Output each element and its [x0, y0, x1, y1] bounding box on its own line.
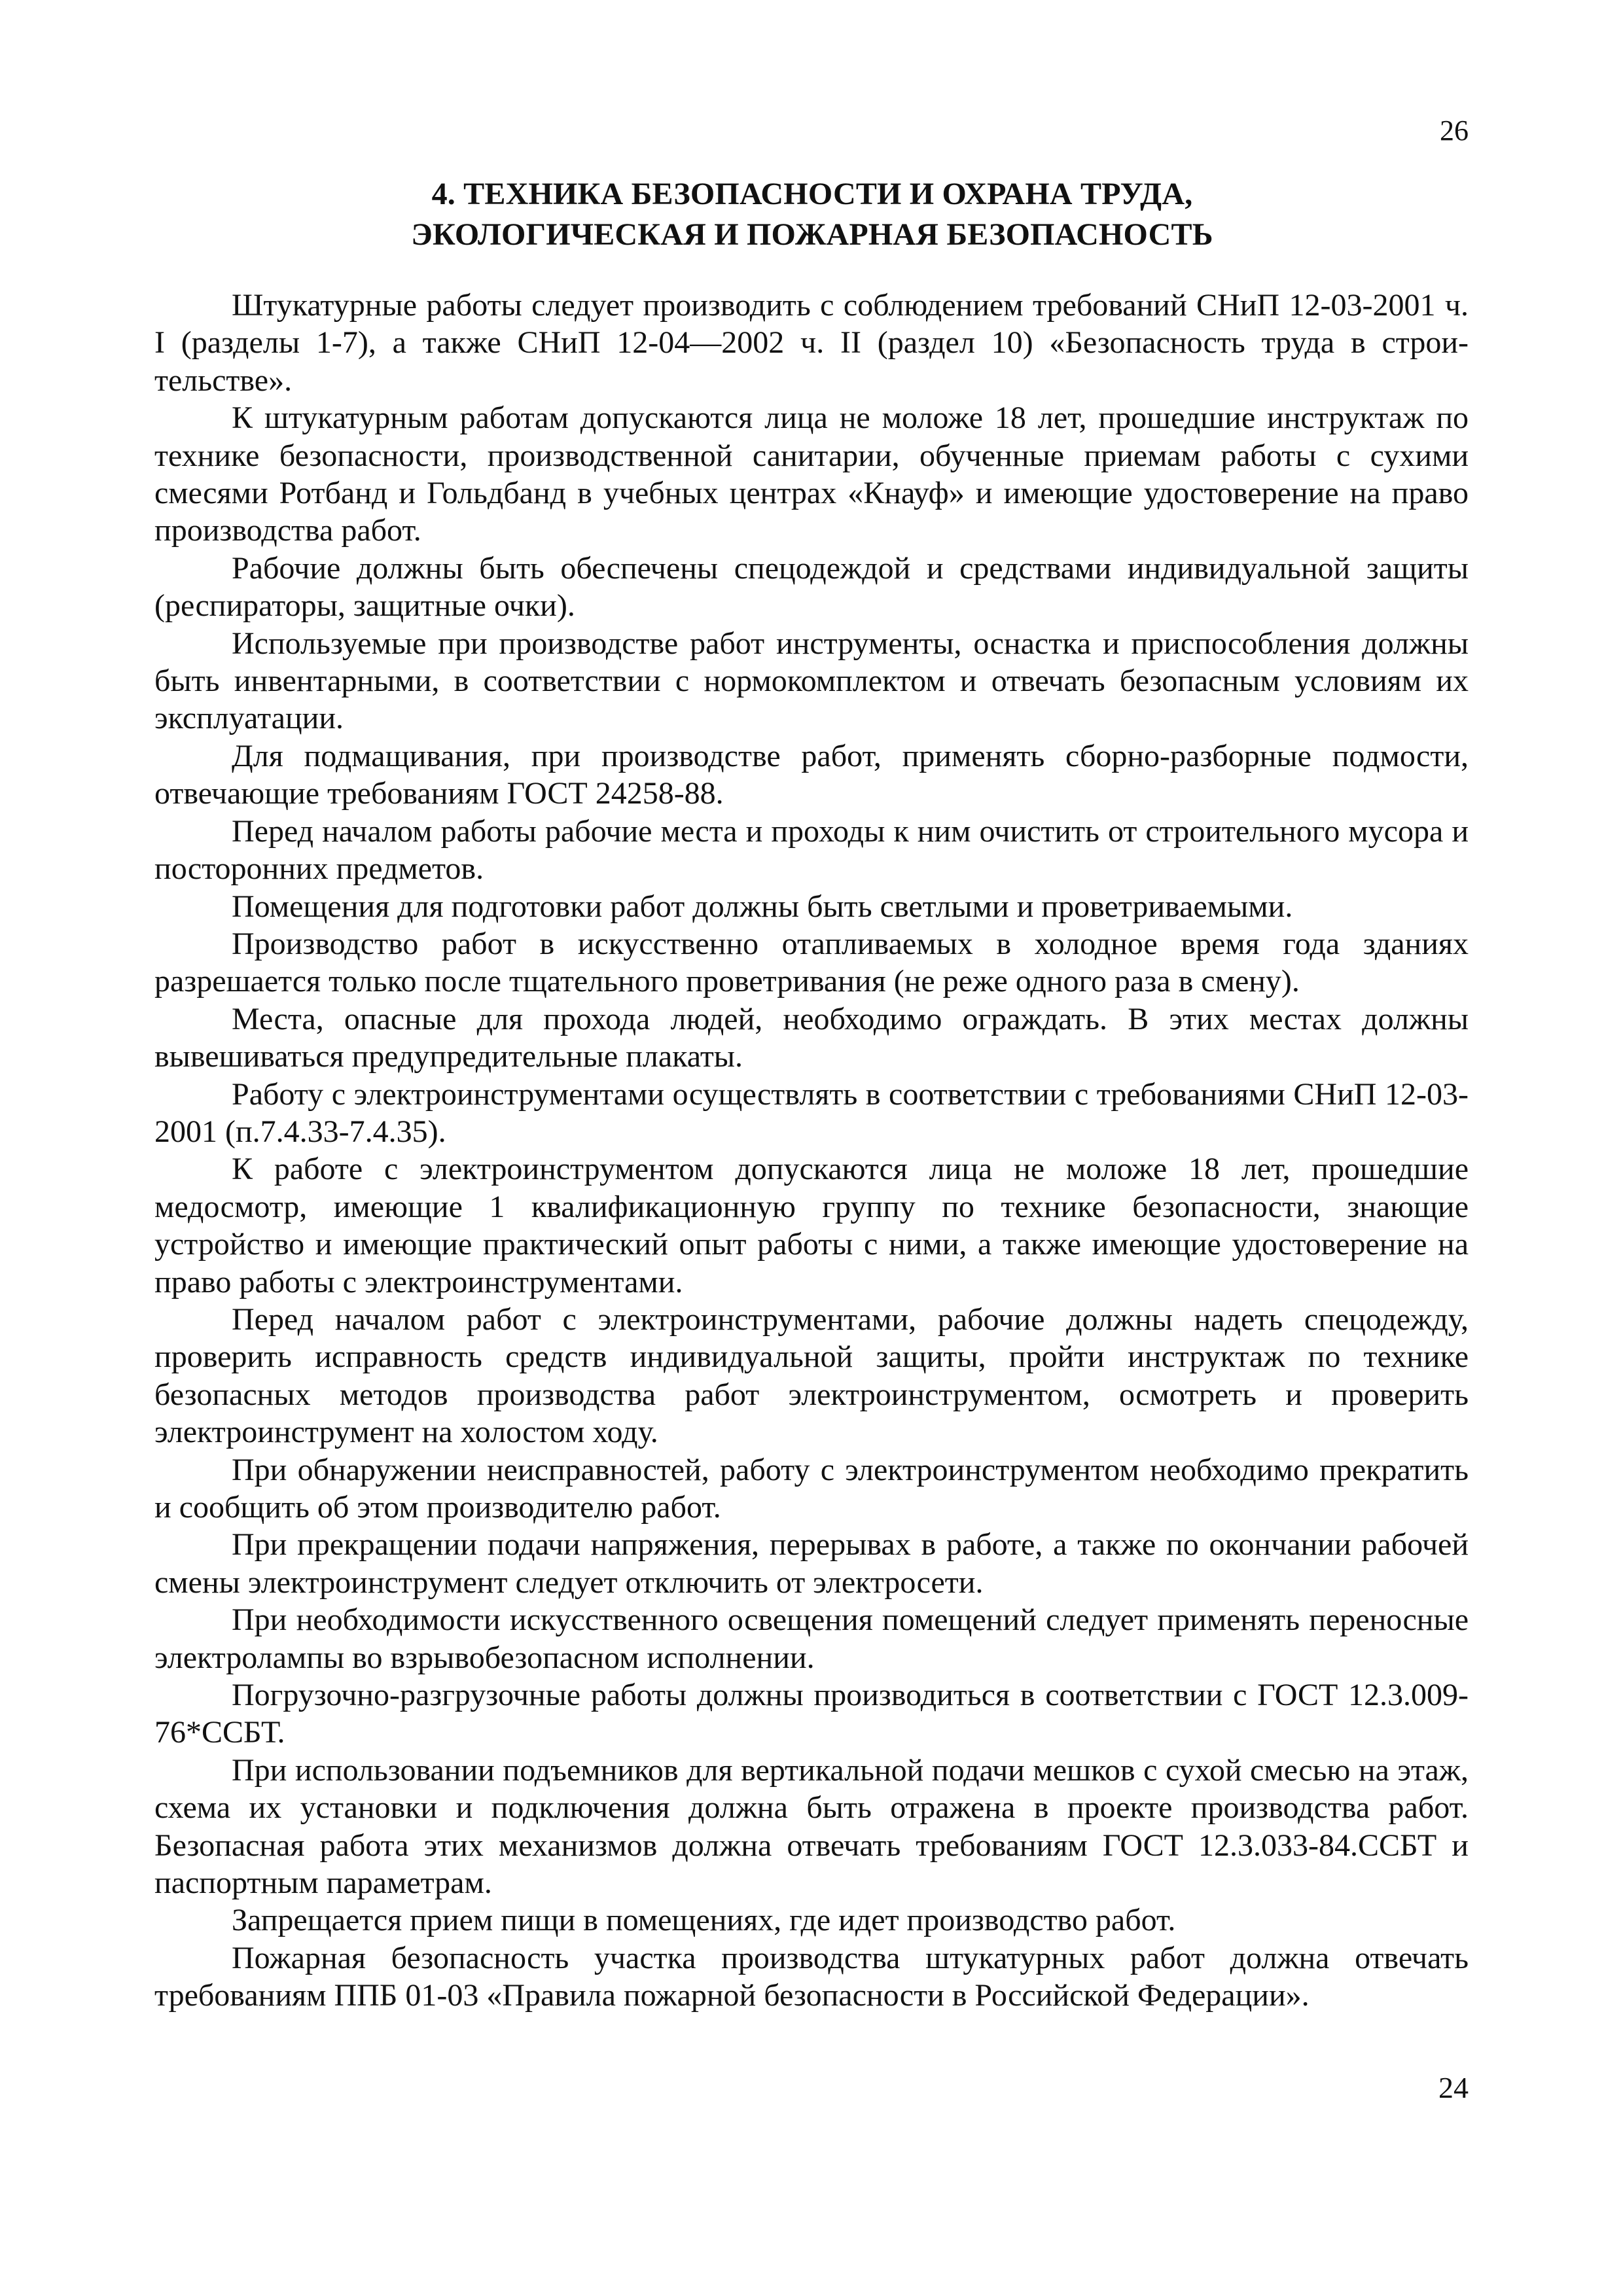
paragraph: Перед началом работы рабочие места и проходы к ним очистить от строительного мусора и посторонних предметов.	[154, 813, 1469, 887]
paragraph: Производство работ в искусственно отапливаемых в холодное время года зданиях разрешается только после тщательного проветривания (не реже одного раза в смену).	[154, 926, 1469, 999]
paragraph: Для подмащивания, при производстве работ, применять сборно-разборные подмости, отвечающие требованиям ГОСТ 24258-88.	[154, 738, 1469, 811]
paragraph: Перед началом работ с электроинструментами, рабочие должны надеть спецодежду, проверить исправность средств индивидуальной защиты, пройти инструктаж по технике безопасных методов производства работ электроинструментом, осмотреть и проверить электроинструмент на холостом ходу.	[154, 1301, 1469, 1450]
paragraph: Помещения для подготовки работ должны быть светлыми и проветриваемыми.	[232, 889, 1293, 924]
paragraph: При использовании подъемников для вертикальной подачи мешков с сухой смесью на этаж, схема их установки и подключения должна быть отражена в проекте производства работ. Безопасная работа этих механизмов должна отвечать требованиям ГОСТ 12.3.033-84.ССБТ и паспортным параметрам.	[154, 1752, 1469, 1901]
paragraph: Погрузочно-разгрузочные работы должны производиться в соответствии с ГОСТ 12.3.009-76*ССБТ.	[154, 1678, 1469, 1750]
paragraph: Рабочие должны быть обеспечены спецодеждой и средствами индивидуальной защиты (респираторы, защитные очки).	[154, 550, 1469, 624]
paragraph: Используемые при производстве работ инструменты, оснастка и приспособления должны быть инвентарными, в соответствии с нормокомплектом и отвечать безопасным условиям их эксплуатации.	[154, 626, 1469, 736]
body-text	[154, 287, 1469, 2015]
paragraph: К штукатурным работам допускаются лица не моложе 18 лет, прошедшие инструктаж по технике безопасности, производственной санитарии, обученные приемам работы с сухими смесями Ротбанд и Гольдбанд в учебных центрах «Кнауф» и имеющие удостоверение на право производства работ.	[154, 400, 1469, 548]
paragraph: К работе с электроинструментом допускаются лица не моложе 18 лет, прошедшие медосмотр, имеющие 1 квалификационную группу по технике безопасности, знающие устройство и имеющие практический опыт работы с ними, а также имеющие удостоверение на право работы с электроинструментами.	[154, 1152, 1469, 1299]
section-heading-line-2: ЭКОЛОГИЧЕСКАЯ И ПОЖАРНАЯ БЕЗОПАСНОСТЬ	[411, 217, 1213, 252]
paragraph: При необходимости искусственного освещения помещений следует применять переносные электролампы во взрывобезопасном исполнении.	[154, 1602, 1469, 1675]
section-heading-line-1: 4. ТЕХНИКА БЕЗОПАСНОСТИ И ОХРАНА ТРУДА,	[431, 177, 1193, 211]
paragraph: При обнаружении неисправностей, работу с электроинструментом необходимо прекратить и сообщить об этом производителю работ.	[154, 1452, 1469, 1525]
paragraph: Запрещается прием пищи в помещениях, где идет производство работ.	[232, 1903, 1176, 1938]
paragraph: Работу с электроинструментами осуществлять в соответствии с требованиями СНиП 12-03-2001 (п.7.4.33-7.4.35).	[154, 1076, 1469, 1149]
paragraph: Штукатурные работы следует производить с соблюдением требований СНиП 12-03-2001 ч. I (разделы 1-7), а также СНиП 12-04—2002 ч. II (раздел 10) «Безопасность труда в строительстве».	[154, 288, 1469, 398]
paragraph: Пожарная безопасность участка производства штукатурных работ должна отвечать требованиям ППБ 01-03 «Правила пожарной безопасности в Российской Федерации».	[154, 1940, 1469, 2013]
page-number-bottom: 24	[1438, 2071, 1469, 2104]
section-heading	[154, 174, 1470, 255]
page-number-top: 26	[1440, 115, 1469, 147]
paragraph: При прекращении подачи напряжения, перерывах в работе, а также по окончании рабочей смены электроинструмент следует отключить от электросети.	[154, 1527, 1469, 1600]
paragraph: Места, опасные для прохода людей, необходимо ограждать. В этих местах должны вывешиваться предупредительные плакаты.	[154, 1001, 1469, 1074]
